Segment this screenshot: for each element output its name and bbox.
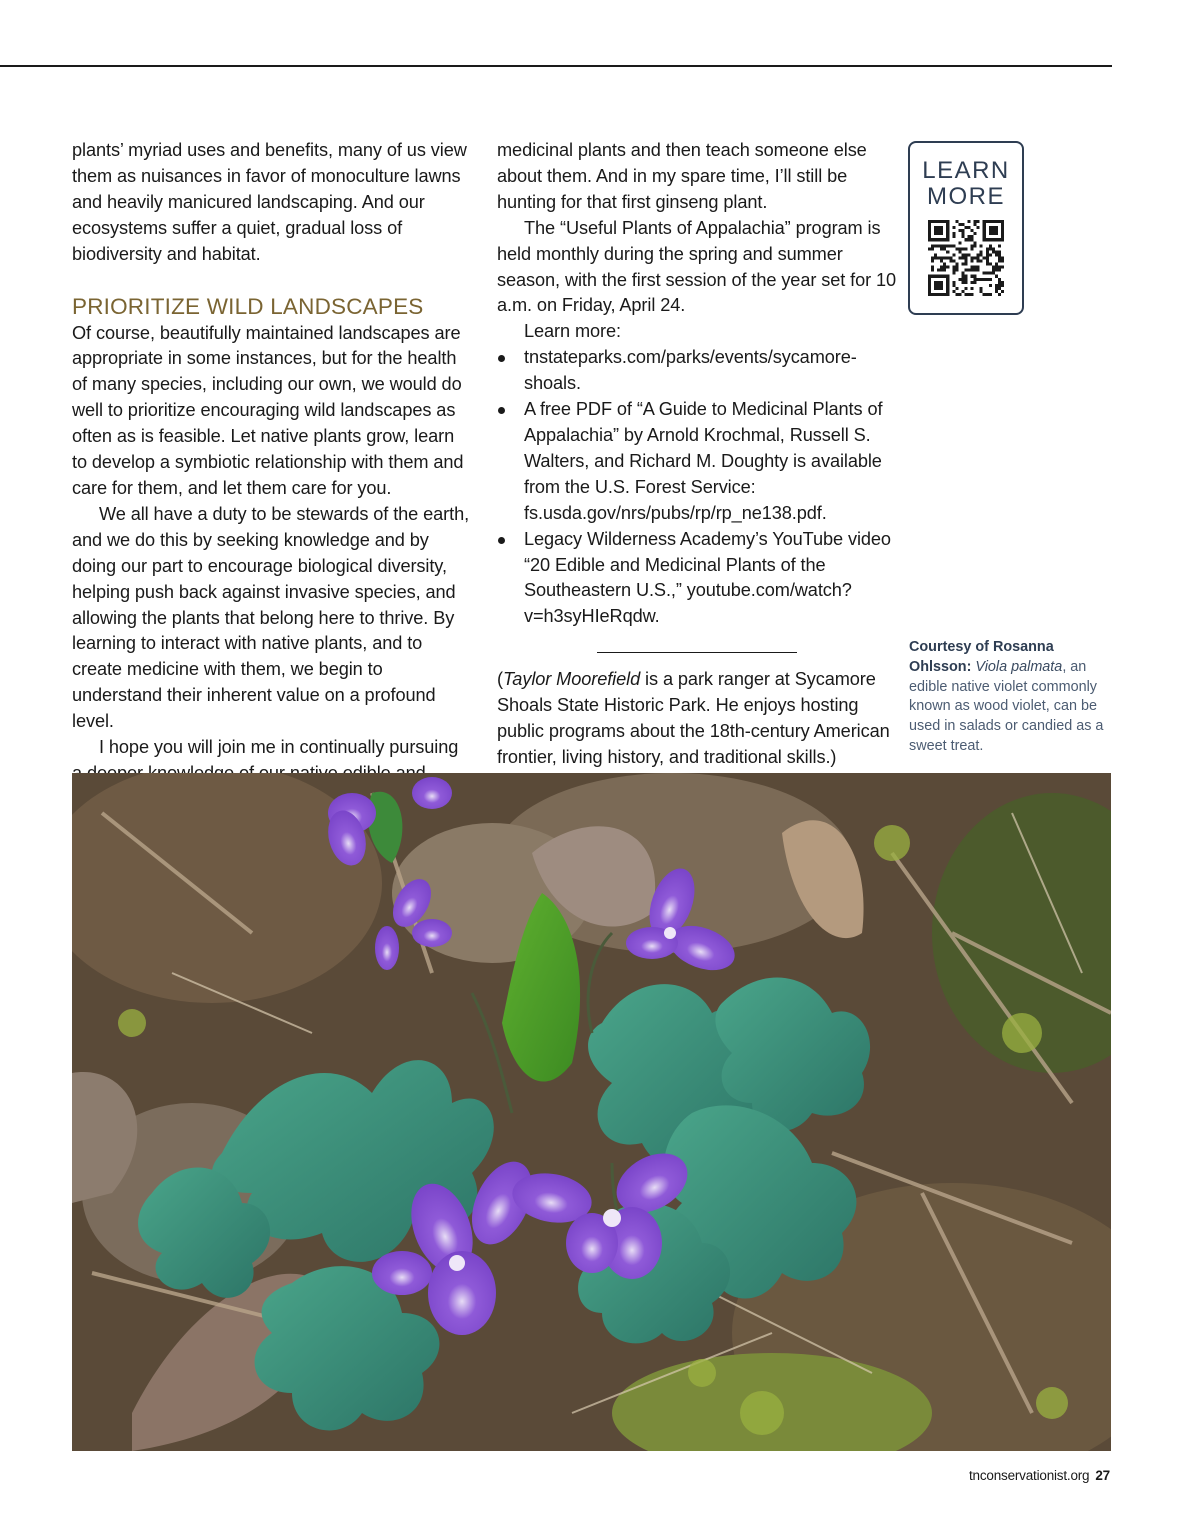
bio-open: ( xyxy=(497,669,503,690)
middle-column xyxy=(497,138,897,771)
violet-photo xyxy=(72,773,1111,1451)
mid-para-1: medicinal plants and then teach someone else about them. And in my spare time, I’ll still be hunting for that first ginseng plant. xyxy=(497,140,867,212)
page-number: 27 xyxy=(1095,1468,1110,1483)
photo-credit: Courtesy of Rosanna Ohlsson: xyxy=(909,639,1054,675)
violet-photo-illustration xyxy=(72,773,1111,1451)
author-name: Taylor Moorefield xyxy=(502,669,641,690)
learn-more-label: Learn more: xyxy=(524,321,621,342)
footer-site[interactable]: tnconservationist.org xyxy=(969,1468,1090,1483)
author-bio xyxy=(497,667,897,771)
photo-caption xyxy=(909,638,1119,757)
resource-item[interactable]: A free PDF of “A Guide to Medicinal Plants of Appalachia” by Arnold Krochmal, Russell S. Walters, and Richard M. Doughty is available from the U.S. Forest Service: fs.usda.gov/nrs/pubs/rp/rp_ne138.pdf. xyxy=(497,397,897,527)
page-footer xyxy=(969,1468,1110,1483)
learn-more-line2: MORE xyxy=(927,183,1005,210)
bio-divider xyxy=(597,652,797,653)
qr-code-icon[interactable] xyxy=(928,220,1004,296)
left-column xyxy=(72,138,472,787)
resource-item[interactable]: Legacy Wilderness Academy’s YouTube video “20 Edible and Medicinal Plants of the Southeastern U.S.,” youtube.com/watch?v=h3syHIeRqdw. xyxy=(497,527,897,631)
left-para-3: We all have a duty to be stewards of the earth, and we do this by seeking knowledge and by doing our part to encourage biological diversity, helping push back against invasive species, and allowing the plants that belong here to thrive. By learning to interact with native plants, and to create medicine with them, we begin to understand their inherent value on a profound level. xyxy=(72,503,470,732)
resource-list xyxy=(497,345,897,630)
left-para-1: plants’ myriad uses and benefits, many of us view them as nuisances in favor of monoculture lawns and heavily manicured landscaping. And our ecosystems suffer a quiet, gradual loss of biodiversity and habitat. xyxy=(72,140,467,264)
mid-para-2: The “Useful Plants of Appalachia” program is held monthly during the spring and summer season, with the first session of the year set for 10 a.m. on Friday, April 24. xyxy=(497,217,897,316)
left-para-4: I hope you will join me in continually pursuing xyxy=(99,737,459,758)
species-name: Viola palmata xyxy=(975,658,1063,675)
learn-more-box[interactable] xyxy=(908,141,1024,315)
top-rule xyxy=(0,65,1112,67)
resource-item[interactable]: tnstateparks.com/parks/events/sycamore-shoals. xyxy=(497,345,897,397)
left-para-2: Of course, beautifully maintained landscapes are appropriate in some instances, but for the health of many species, including our own, we would do well to prioritize encouraging wild landscapes as often as is feasible. Let native plants grow, learn to develop a symbiotic relationship with them and care for them, and let them care for you. xyxy=(72,322,464,498)
caption-text: , an edible native violet commonly known as wood violet, can be used in salads or candied as a sweet treat. xyxy=(909,658,1104,754)
learn-more-line1: LEARN xyxy=(922,157,1010,184)
bio-text: is a park ranger at Sycamore Shoals State Historic Park. He enjoys hosting public programs about the 18th-century American frontier, living history, and traditional skills.) xyxy=(497,669,890,767)
section-heading: PRIORITIZE WILD LANDSCAPES xyxy=(72,293,424,319)
